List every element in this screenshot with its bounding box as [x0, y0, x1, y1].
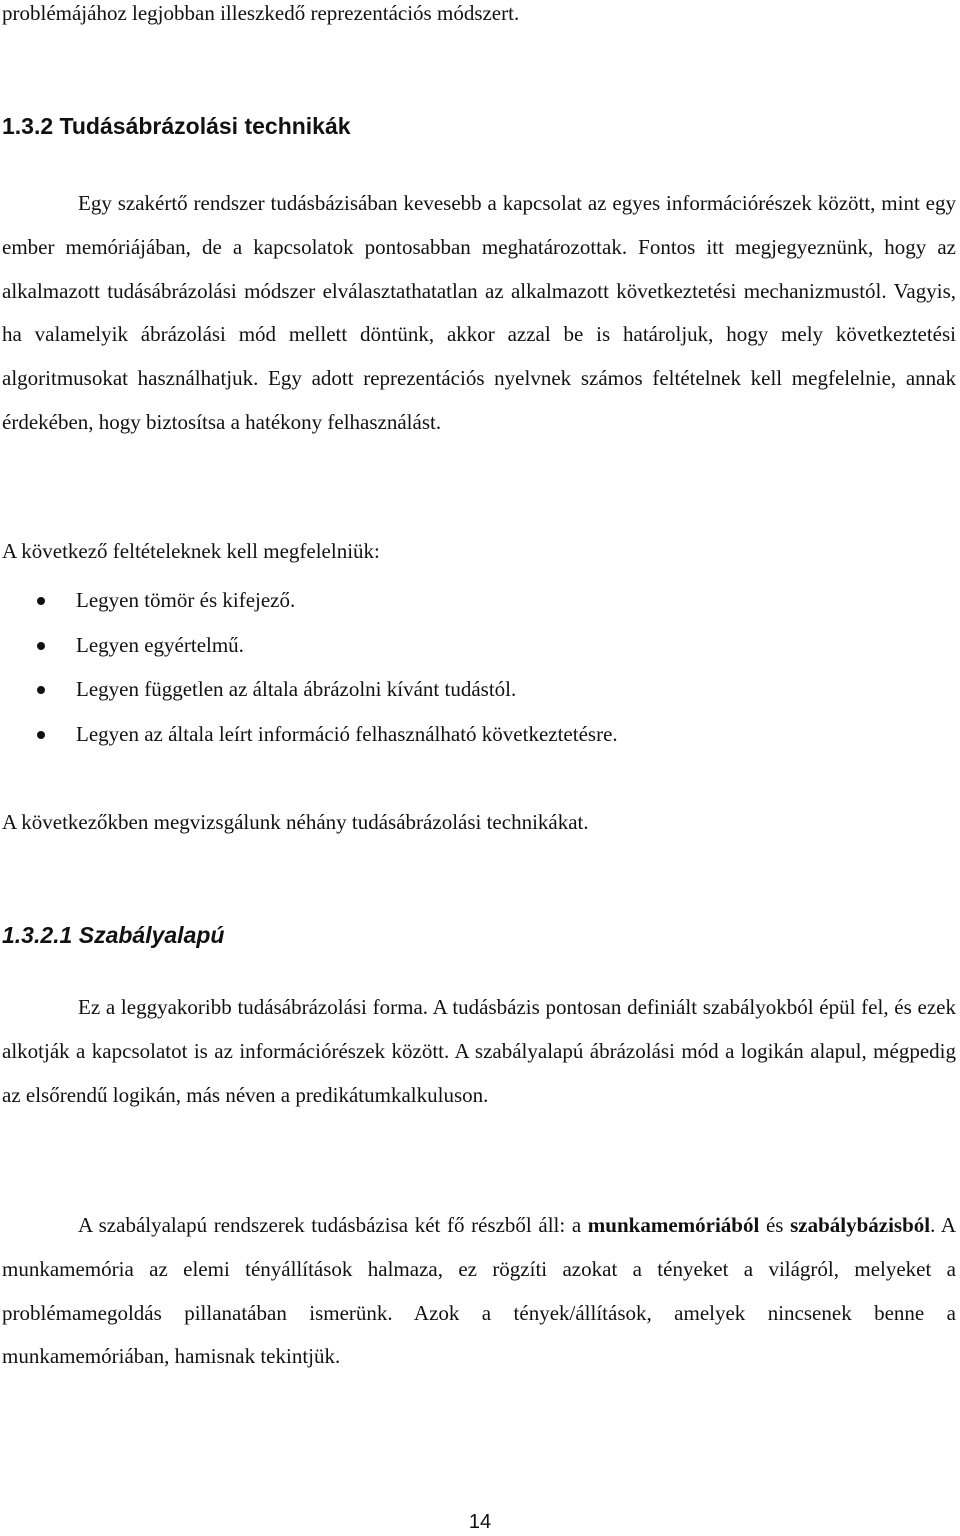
- top-line-text: problémájához legjobban illeszkedő reprezentációs módszert.: [2, 1, 520, 25]
- bullet-icon: [37, 731, 45, 739]
- list-item: [0, 667, 960, 712]
- bold-term-working-memory: munkamemóriából: [587, 1213, 760, 1237]
- list-item-text: Legyen az általa leírt információ felhasználható következtetésre.: [76, 721, 618, 746]
- paragraph-text: és: [759, 1213, 791, 1237]
- bullet-icon: [37, 597, 45, 605]
- list-item-text: Legyen egyértelmű.: [76, 632, 244, 657]
- section-heading: 1.3.2 Tudásábrázolási technikák: [2, 113, 351, 139]
- subsection-heading: 1.3.2.1 Szabályalapú: [2, 922, 225, 948]
- bullet-icon: [37, 686, 45, 694]
- page-number: 14: [468, 1511, 492, 1533]
- knowledge-base-paragraph: [2, 1204, 956, 1379]
- requirements-list: [0, 578, 960, 756]
- paragraph-text: A szabályalapú rendszerek tudásbázisa két fő részből áll: a: [78, 1213, 588, 1237]
- paragraph-text: . A munkamemória az elemi tényállítások halmaza, ez rögzíti azokat a tényeket a világról, melyeket a problémamegoldás pillanatában ismerünk. Azok a tények/állítások, amelyek nincsenek benne a munkamemóriában, hamisnak tekintjük.: [2, 1213, 956, 1369]
- intro-paragraph: Egy szakértő rendszer tudásbázisában kevesebb a kapcsolat az egyes információrészek között, mint egy ember memóriájában, de a kapcsolatok pontosabban meghatározottak. Fontos itt megjegyeznünk, hogy az alkalmazott tudásábrázolási módszer elválasztathatatlan az alkalmazott következtetési mechanizmustól. Vagyis, ha valamelyik ábrázolási mód mellett döntünk, akkor azzal be is határoljuk, hogy mely következtetési algoritmusokat használhatjuk. Egy adott reprezentációs nyelvnek számos feltételnek kell megfelelnie, annak érdekében, hogy biztosítsa a hatékony felhasználást.: [2, 191, 956, 434]
- list-item: [0, 578, 960, 623]
- list-item-text: Legyen független az általa ábrázolni kívánt tudástól.: [76, 677, 517, 701]
- rule-based-paragraph: Ez a leggyakoribb tudásábrázolási forma. A tudásbázis pontosan definiált szabályokból épül fel, és ezek alkotják a kapcsolatot is az információrészek között. A szabályalapú ábrázolási mód a logikán alapul, mégpedig az elsőrendű logikán, más néven a predikátumkalkuluson.: [2, 995, 956, 1107]
- bullet-icon: [37, 642, 45, 650]
- requirements-intro: A következő feltételeknek kell megfelelniük:: [2, 539, 380, 563]
- list-item-text: Legyen tömör és kifejező.: [76, 588, 296, 612]
- list-item: [0, 623, 960, 668]
- outro-paragraph: A következőkben megvizsgálunk néhány tudásábrázolási technikákat.: [2, 810, 589, 834]
- list-item: [0, 712, 960, 757]
- bold-term-rule-base: szabálybázisból: [790, 1213, 931, 1237]
